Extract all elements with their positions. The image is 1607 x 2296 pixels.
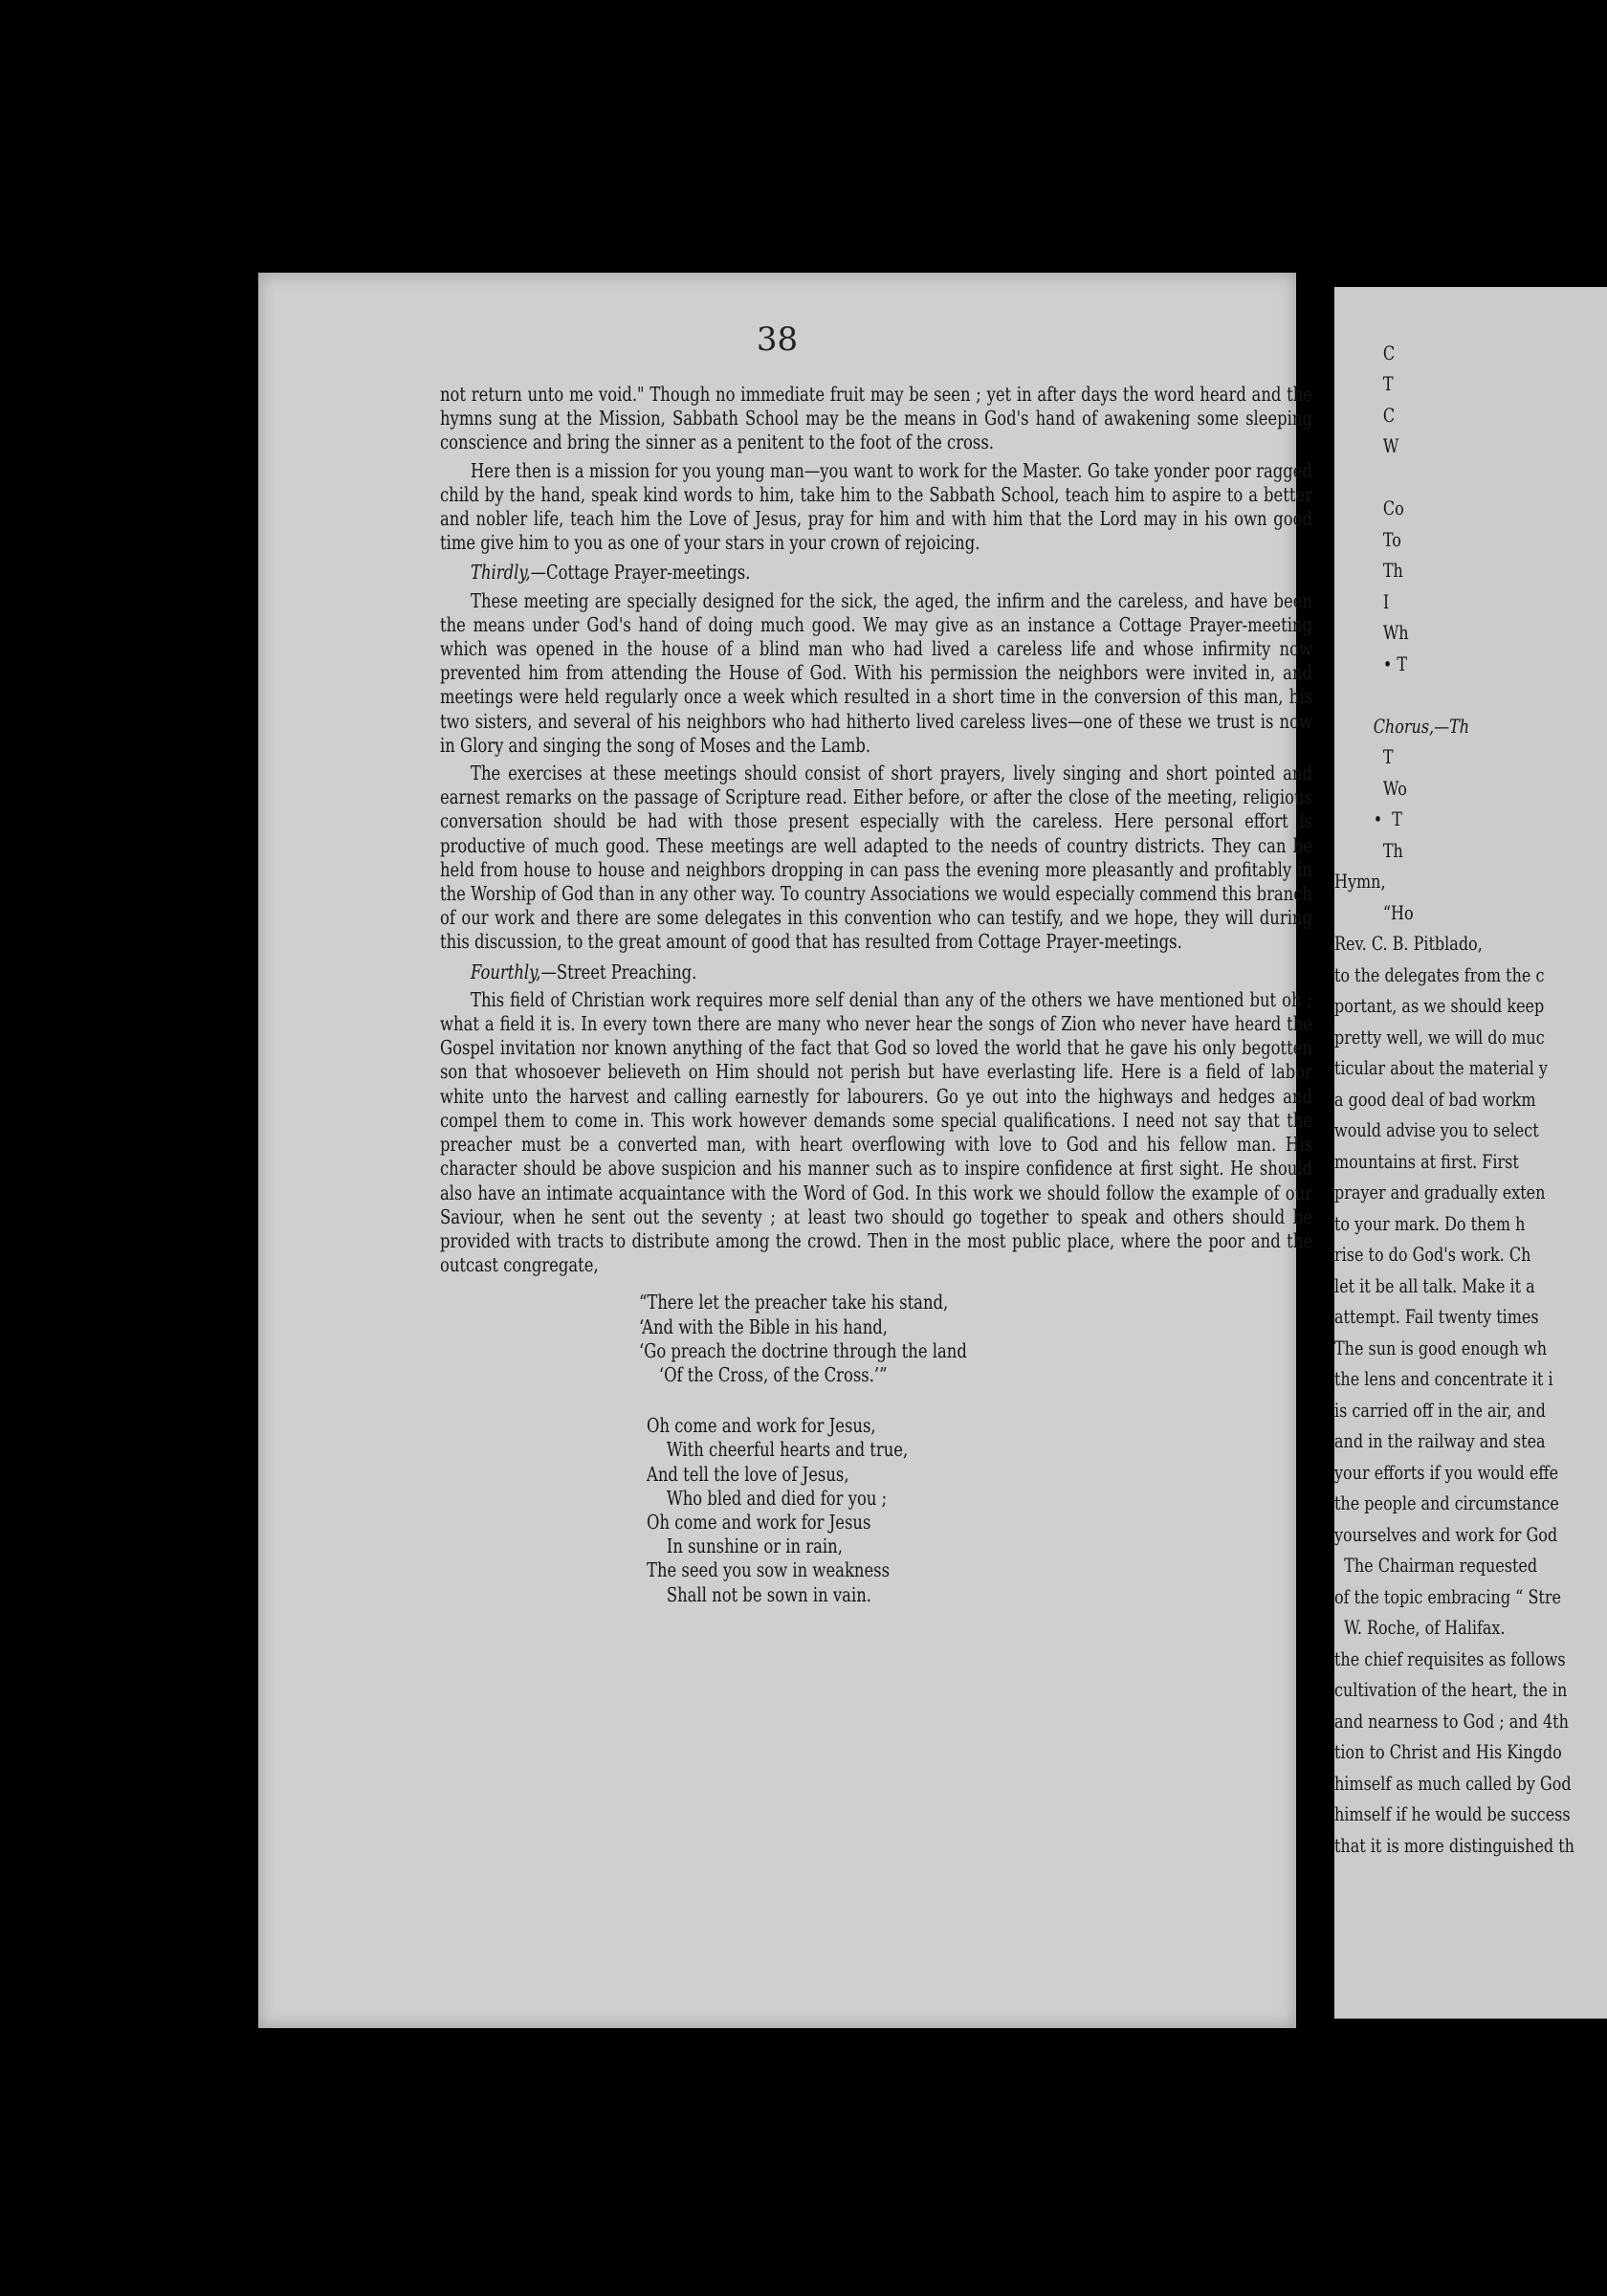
right-line: • T [1334, 651, 1408, 675]
right-line: C [1334, 341, 1396, 364]
right-line: Th [1334, 838, 1403, 862]
right-line: that it is more distinguished th [1334, 1833, 1574, 1857]
right-line: T [1334, 745, 1394, 768]
right-line: Th [1334, 559, 1403, 582]
verse-line: Oh come and work for Jesus [647, 1510, 871, 1534]
right-line: the people and circumstance [1334, 1491, 1559, 1514]
verse-line: In sunshine or in rain, [647, 1534, 843, 1558]
left-page-text [440, 383, 1312, 1607]
section-title: —Street Preaching. [540, 960, 697, 983]
right-line: to your mark. Do them h [1334, 1211, 1526, 1235]
right-page [1334, 287, 1607, 2019]
right-line: mountains at first. First [1334, 1149, 1519, 1173]
right-line: would advise you to select [1334, 1118, 1539, 1141]
right-line [1334, 679, 1607, 711]
right-line [1334, 462, 1607, 494]
right-line: a good deal of bad workm [1334, 1087, 1536, 1111]
right-line: pretty well, we will do muc [1334, 1025, 1545, 1049]
right-line: and nearness to God ; and 4th [1334, 1709, 1569, 1733]
right-line: I [1334, 589, 1390, 613]
right-line: The sun is good enough wh [1334, 1336, 1548, 1359]
right-line: to the delegates from the c [1334, 962, 1545, 986]
section-heading-fourthly [440, 960, 1312, 984]
right-line: himself if he would be success [1334, 1802, 1571, 1825]
verse-line: With cheerful hearts and true, [647, 1438, 909, 1462]
right-line [1334, 306, 1607, 338]
right-line: the lens and concentrate it i [1334, 1367, 1553, 1390]
verse-hymn [647, 1414, 1312, 1607]
paragraph: This field of Christian work requires more self denial than any of the others we have mentioned but oh ; what a field it is. In every town there are many who never hear the songs of Zion who never have heard the Gospel invitation nor known anything of the fact that God so loved the world that he gave his only begotten son that whosoever believeth on Him should not perish but have everlasting life. Here is a field of labor white unto the harvest and calling earnestly for labourers. Go ye out into the highways and hedges and compel them to come in. This work however demands some special qualifications. I need not say that the preacher must be a converted man, with heart overflowing with love to God and his fellow man. His character should be above suspicion and his manner such as to inspire confidence at first sight. He should also have an intimate acquaintance with the Word of God. In this work we should follow the example of our Saviour, when he sent out the seventy ; at least two should go together to speak and others should be provided with tracts to distribute among the crowd. Then in the most public place, where the poor and the outcast congregate, [440, 987, 1312, 1277]
right-line: Rev. C. B. Pitblado, [1334, 932, 1483, 955]
paragraph: Here then is a mission for you young man—you want to work for the Master. Go take yonder poor ragged child by the hand, speak kind words to him, take him to the Sabbath School, teach him to aspire to a better and nobler life, teach him the Love of Jesus, pray for him and with him that the Lord may in his own good time give him to you as one of your stars in your crown of rejoicing. [440, 458, 1312, 555]
right-line: Wo [1334, 776, 1407, 800]
right-line: Hymn, [1334, 870, 1386, 893]
right-line: of the topic embracing “ Stre [1334, 1584, 1561, 1608]
right-line: Co [1334, 497, 1404, 519]
right-line: The Chairman requested [1334, 1554, 1538, 1577]
right-line: ticular about the material y [1334, 1056, 1548, 1079]
page-number: 38 [756, 320, 799, 359]
right-line: W. Roche, of Halifax. [1334, 1616, 1506, 1639]
right-line: Chorus,—Th [1334, 714, 1470, 738]
verse-line: And tell the love of Jesus, [647, 1462, 849, 1486]
section-label: Thirdly, [471, 561, 531, 585]
verse-line: Who bled and died for you ; [647, 1486, 888, 1510]
right-line: “Ho [1334, 900, 1414, 924]
right-line: is carried off in the air, and [1334, 1398, 1546, 1422]
right-line: attempt. Fail twenty times [1334, 1305, 1539, 1328]
verse-line: The seed you sow in weakness [647, 1558, 890, 1582]
paragraph: These meeting are specially designed for the sick, the aged, the infirm and the careless, and have been the means under God's hand of doing much good. We may give as an instance a Cottage Prayer-meeting which was opened in the house of a blind man who had lived a careless life and whose infirmity now prevented him from attending the House of God. With his permission the neighbors were invited in, and meetings were held regularly once a week which resulted in a short time in the conversion of this man, his two sisters, and several of his neighbors who had hitherto lived careless lives—one of these we trust is now in Glory and singing the song of Moses and the Lamb. [440, 588, 1312, 757]
verse-line: ‘Go preach the doctrine through the land [639, 1338, 967, 1362]
paragraph: not return unto me void." Though no immediate fruit may be seen ; yet in after days the word heard and the hymns sung at the Mission, Sabbath School may be the means in God's hand of awakening some sleeping conscience and bring the sinner as a penitent to the foot of the cross. [440, 383, 1312, 454]
right-line: T [1334, 372, 1394, 395]
verse-line: “There let the preacher take his stand, [639, 1291, 949, 1314]
right-line: prayer and gradually exten [1334, 1181, 1546, 1203]
right-line: tion to Christ and His Kingdo [1334, 1740, 1562, 1763]
right-line: your efforts if you would effe [1334, 1460, 1559, 1484]
right-line: rise to do God's work. Ch [1334, 1243, 1531, 1266]
section-title: —Cottage Prayer-meetings. [530, 561, 751, 585]
right-line: Wh [1334, 621, 1409, 644]
paragraph: The exercises at these meetings should consist of short prayers, lively singing and short pointed and earnest remarks on the passage of Scripture read. Either before, or after the close of the meeting, religious conversation should be had with those present especially with the careless. Here personal effort is productive of much good. These meetings are well adapted to the needs of country districts. They can be held from house to house and neighbors dropping in can pass the evening more pleasantly and profitably in the Worship of God than in any other way. To country Associations we would especially commend this branch of our work and there are some delegates in this convention who can testify, and we hope, they will during this discussion, to the great amount of good that has resulted from Cottage Prayer-meetings. [440, 762, 1312, 954]
verse-line: Oh come and work for Jesus, [647, 1414, 876, 1438]
right-line: • T [1334, 807, 1402, 830]
left-page [258, 273, 1312, 2028]
verse-line: Shall not be sown in vain. [647, 1582, 871, 1606]
right-line: portant, as we should keep [1334, 994, 1545, 1017]
section-heading-thirdly [440, 561, 1312, 585]
right-page-text [1334, 306, 1607, 1861]
right-line: and in the railway and stea [1334, 1429, 1546, 1452]
section-label: Fourthly, [471, 960, 541, 983]
right-line: W [1334, 434, 1399, 457]
verse-line: ‘And with the Bible in his hand, [639, 1314, 888, 1338]
right-line: the chief requisites as follows [1334, 1646, 1566, 1670]
right-line: himself as much called by God [1334, 1771, 1572, 1795]
right-line: yourselves and work for God [1334, 1522, 1558, 1546]
verse-line: ‘Of the Cross, of the Cross.’” [639, 1362, 888, 1386]
right-line: let it be all talk. Make it a [1334, 1273, 1535, 1297]
right-line: C [1334, 403, 1396, 427]
right-line: To [1334, 527, 1401, 551]
verse-quote [639, 1291, 1312, 1387]
right-line: cultivation of the heart, the in [1334, 1678, 1568, 1701]
